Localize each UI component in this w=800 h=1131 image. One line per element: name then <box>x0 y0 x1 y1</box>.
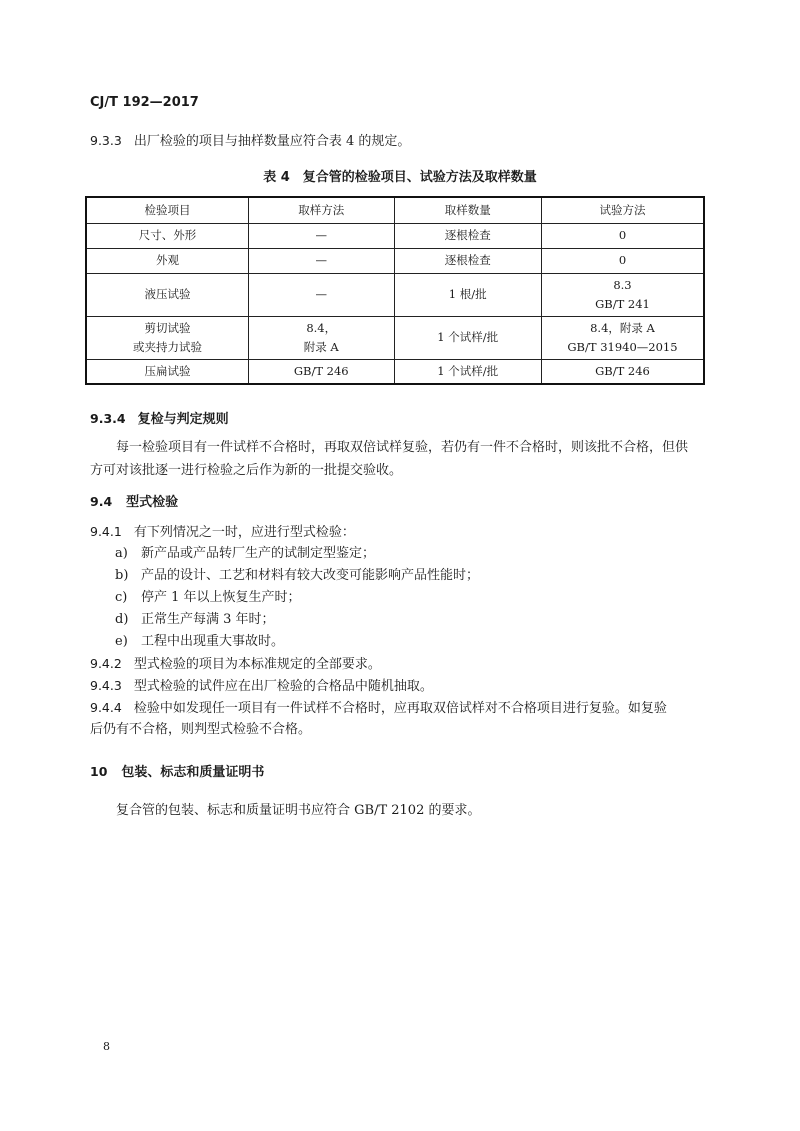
list-item <box>115 590 301 606</box>
table-row <box>86 223 704 248</box>
clause-number: 9.3.3 <box>90 133 122 148</box>
table-cell: 尺寸、外形 <box>86 223 248 248</box>
table-cell: 液压试验 <box>86 273 248 316</box>
table-cell: 外观 <box>86 248 248 273</box>
table-cell: — <box>248 248 394 273</box>
clause-9-4-2 <box>90 656 381 673</box>
clause-text: 型式检验的项目为本标准规定的全部要求。 <box>133 657 381 672</box>
list-marker: c) <box>115 590 128 605</box>
table-cell: 剪切试验 或夹持力试验 <box>86 316 248 359</box>
chapter-number: 10 <box>90 764 108 779</box>
clause-title: 复检与判定规则 <box>137 412 229 427</box>
document-code: CJ/T 192—2017 <box>90 95 199 110</box>
list-marker: d) <box>115 612 129 627</box>
list-item-text: 停产 1 年以上恢复生产时； <box>141 590 301 605</box>
table-cell: 0 <box>541 248 704 273</box>
list-item-text: 正常生产每满 3 年时； <box>141 612 275 627</box>
table-cell: 逐根检查 <box>394 248 541 273</box>
list-item <box>115 546 375 562</box>
paragraph: 复合管的包装、标志和质量证明书应符合 GB/T 2102 的要求。 <box>116 803 481 818</box>
clause-number: 9.3.4 <box>90 411 126 426</box>
table-cell: — <box>248 223 394 248</box>
section-number: 9.4 <box>90 494 113 509</box>
clause-text: 型式检验的试件应在出厂检验的合格品中随机抽取。 <box>133 679 433 694</box>
table-row <box>86 273 704 316</box>
table-cell: 1 个试样/批 <box>394 359 541 384</box>
list-item <box>115 612 275 628</box>
clause-9-4-3 <box>90 678 433 695</box>
column-header: 取样方法 <box>248 197 394 223</box>
list-item-text: 产品的设计、工艺和材料有较大改变可能影响产品性能时； <box>141 568 480 583</box>
clause-number: 9.4.4 <box>90 700 122 715</box>
page-number: 8 <box>103 1040 110 1053</box>
table-cell: — <box>248 273 394 316</box>
clause-number: 9.4.3 <box>90 678 122 693</box>
chapter-title: 包装、标志和质量证明书 <box>121 765 265 780</box>
clause-9-3-3 <box>90 133 410 150</box>
table-cell: 1 根/批 <box>394 273 541 316</box>
list-item-text: 新产品或产品转厂生产的试制定型鉴定； <box>141 546 376 561</box>
clause-number: 9.4.1 <box>90 524 122 539</box>
clause-number: 9.4.2 <box>90 656 122 671</box>
paragraph-line: 后仍有不合格，则判型式检验不合格。 <box>90 722 312 737</box>
table-cell: GB/T 246 <box>248 359 394 384</box>
table-caption: 表 4 复合管的检验项目、试验方法及取样数量 <box>263 170 537 185</box>
clause-text: 检验中如发现任一项目有一件试样不合格时，应再取双倍试样对不合格项目进行复验。如复验 <box>133 701 667 716</box>
list-item <box>115 634 284 650</box>
list-marker: b) <box>115 568 129 583</box>
table-cell: 8.4，附录 A GB/T 31940—2015 <box>541 316 704 359</box>
table-cell: 压扁试验 <box>86 359 248 384</box>
paragraph-line: 每一检验项目有一件试样不合格时，再取双倍试样复验，若仍有一件不合格时，则该批不合格，但供 <box>116 440 689 455</box>
list-marker: a) <box>115 546 128 561</box>
section-title: 型式检验 <box>126 495 179 510</box>
paragraph-line: 方可对该批逐一进行检验之后作为新的一批提交验收。 <box>90 463 403 478</box>
column-header: 试验方法 <box>541 197 704 223</box>
table-cell: GB/T 246 <box>541 359 704 384</box>
clause-9-3-4-heading <box>90 408 229 427</box>
column-header: 取样数量 <box>394 197 541 223</box>
clause-text: 出厂检验的项目与抽样数量应符合表 4 的规定。 <box>133 134 411 149</box>
table-row <box>86 359 704 384</box>
section-9-4-heading <box>90 491 178 510</box>
table-cell: 1 个试样/批 <box>394 316 541 359</box>
column-header: 检验项目 <box>86 197 248 223</box>
table-cell: 8.3 GB/T 241 <box>541 273 704 316</box>
table-cell: 逐根检查 <box>394 223 541 248</box>
list-item <box>115 568 479 584</box>
table-cell: 8.4， 附录 A <box>248 316 394 359</box>
clause-text: 有下列情况之一时，应进行型式检验： <box>133 525 355 540</box>
clause-9-4-4 <box>90 700 667 717</box>
chapter-10-heading <box>90 761 264 780</box>
list-item-text: 工程中出现重大事故时。 <box>141 634 285 649</box>
table-cell: 0 <box>541 223 704 248</box>
table-4 <box>85 196 705 385</box>
table-header-row <box>86 197 704 223</box>
table-row <box>86 316 704 359</box>
clause-9-4-1 <box>90 524 355 541</box>
table-row <box>86 248 704 273</box>
list-marker: e) <box>115 634 128 649</box>
